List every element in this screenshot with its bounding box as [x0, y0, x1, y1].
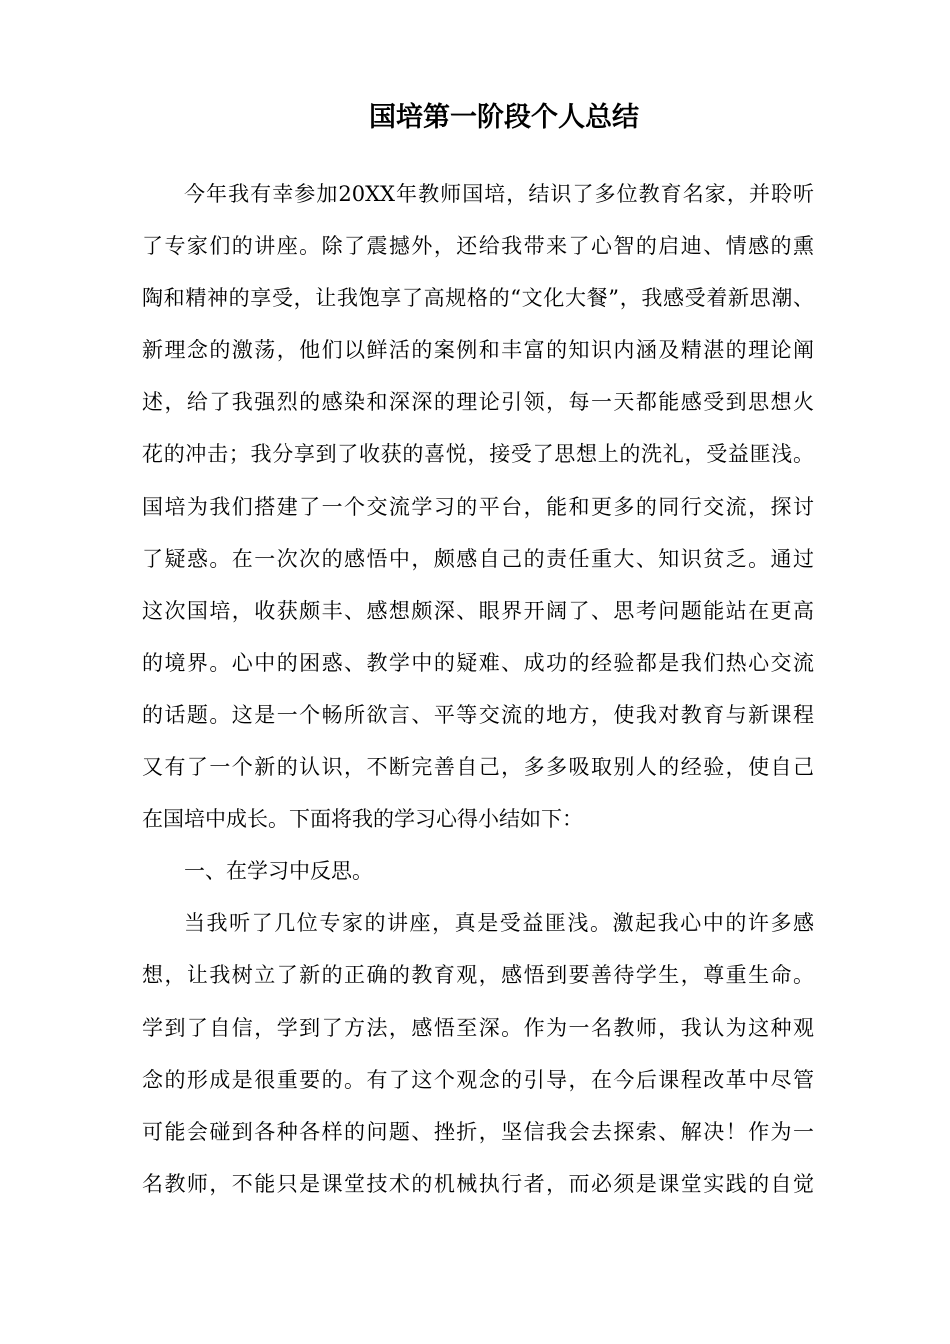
text-line: 在国培中成长。下面将我的学习心得小结如下： — [142, 807, 583, 832]
text-line: 这次国培，收获颇丰、感想颇深、眼界开阔了、思考问题能站在更高 — [142, 598, 814, 623]
text-line: 学到了自信，学到了方法，感悟至深。作为一名教师，我认为这种观 — [142, 1015, 814, 1040]
document-body — [142, 168, 814, 1210]
text-line: 陶和精神的享受，让我饱享了高规格的“文化大餐”，我感受着新思潮、 — [142, 286, 814, 311]
text-line: 了专家们的讲座。除了震撼外，还给我带来了心智的启迪、情感的熏 — [142, 234, 814, 259]
text-line: 新理念的激荡，他们以鲜活的案例和丰富的知识内涵及精湛的理论阐 — [142, 338, 814, 363]
text-line: 述，给了我强烈的感染和深深的理论引领，每一天都能感受到思想火 — [142, 390, 814, 415]
text-line: 了疑惑。在一次次的感悟中，颇感自己的责任重大、知识贫乏。通过 — [142, 546, 814, 571]
text-line: 念的形成是很重要的。有了这个观念的引导，在今后课程改革中尽管 — [142, 1067, 814, 1092]
text-line: 今年我有幸参加20XX年教师国培，结识了多位教育名家，并聆听 — [184, 182, 814, 206]
text-line: 名教师，不能只是课堂技术的机械执行者，而必须是课堂实践的自觉 — [142, 1171, 814, 1196]
text-line: 可能会碰到各种各样的问题、挫折，坚信我会去探索、解决！作为一 — [142, 1119, 814, 1144]
text-line: 花的冲击；我分享到了收获的喜悦，接受了思想上的洗礼，受益匪浅。 — [142, 442, 814, 467]
section-heading: 一、在学习中反思。 — [184, 859, 373, 884]
text-line: 又有了一个新的认识，不断完善自己，多多吸取别人的经验，使自己 — [142, 755, 814, 780]
document-title: 国培第一阶段个人总结 — [369, 102, 639, 133]
text-line: 的话题。这是一个畅所欲言、平等交流的地方，使我对教育与新课程 — [142, 702, 814, 727]
text-line: 国培为我们搭建了一个交流学习的平台，能和更多的同行交流，探讨 — [142, 494, 814, 519]
text-line: 想，让我树立了新的正确的教育观，感悟到要善待学生，尊重生命。 — [142, 963, 814, 988]
text-line: 当我听了几位专家的讲座，真是受益匪浅。激起我心中的许多感 — [184, 911, 814, 936]
text-line: 的境界。心中的困惑、教学中的疑难、成功的经验都是我们热心交流 — [142, 650, 814, 675]
